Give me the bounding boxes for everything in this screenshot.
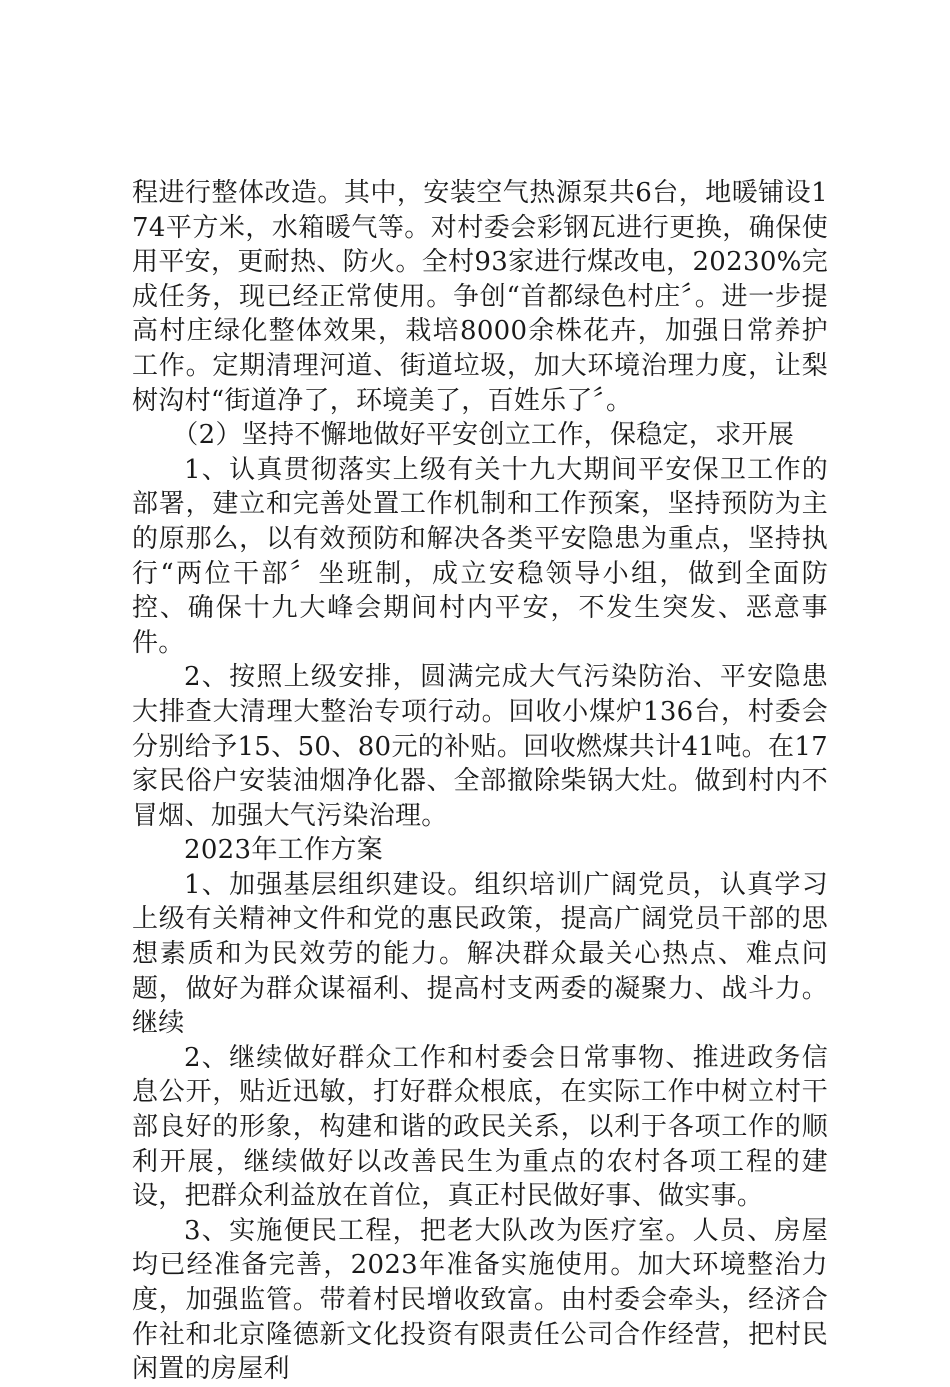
section-heading-2023-plan: 2023年工作方案 — [184, 835, 383, 866]
paragraph-plan-3: 3、实施便民工程，把老大队改为医疗室。人员、房屋均已经准备完善，2023年准备实施使用。加大环境整治力度，加强监管。带着村民增收致富。由村委会牵头，经济合作社和北京隆德新文化投资有限责任公司合作经营，把村民闲置的房屋利 — [132, 1215, 828, 1385]
section-heading-safety: （2）坚持不懈地做好平安创立工作，保稳定，求开展 — [172, 420, 795, 451]
paragraph-plan-2: 2、继续做好群众工作和村委会日常事物、推进政务信息公开，贴近迅敏，打好群众根底，在实际工作中树立村干部良好的形象，构建和谐的政民关系，以利于各项工作的顺利开展，继续做好以改善民生为重点的农村各项工程的建设，把群众利益放在首位，真正村民做好事、做实事。 — [132, 1042, 828, 1212]
paragraph-plan-1: 1、加强基层组织建设。组织培训广阔党员，认真学习上级有关精神文件和党的惠民政策，提高广阔党员干部的思想素质和为民效劳的能力。解决群众最关心热点、难点问题，做好为群众谋福利、提高村支两委的凝聚力、战斗力。继续 — [132, 869, 828, 1039]
paragraph-continued-renovation: 程进行整体改造。其中，安装空气热源泵共6台，地暖铺设174平方米，水箱暖气等。对村委会彩钢瓦进行更换，确保使用平安，更耐热、防火。全村93家进行煤改电，20230%完成任务，现已经正常使用。争创“首都绿色村庄〞。进一步提高村庄绿化整体效果，栽培8000余株花卉，加强日常养护工作。定期清理河道、街道垃圾，加大环境治理力度，让梨树沟村“街道净了，环境美了，百姓乐了〞。 — [132, 178, 828, 416]
paragraph-safety-2: 2、按照上级安排，圆满完成大气污染防治、平安隐患大排查大清理大整治专项行动。回收小煤炉136台，村委会分别给予15、50、80元的补贴。回收燃煤共计41吨。在17家民俗户安装油烟净化器、全部撤除柴锅大灶。做到村内不冒烟、加强大气污染治理。 — [132, 662, 828, 831]
document-body — [132, 176, 828, 1387]
paragraph-safety-1: 1、认真贯彻落实上级有关十九大期间平安保卫工作的部署，建立和完善处置工作机制和工作预案，坚持预防为主的原那么，以有效预防和解决各类平安隐患为重点，坚持执行“两位干部〞坐班制，成立安稳领导小组，做到全面防控、确保十九大峰会期间村内平安，不发生突发、恶意事件。 — [132, 454, 828, 658]
